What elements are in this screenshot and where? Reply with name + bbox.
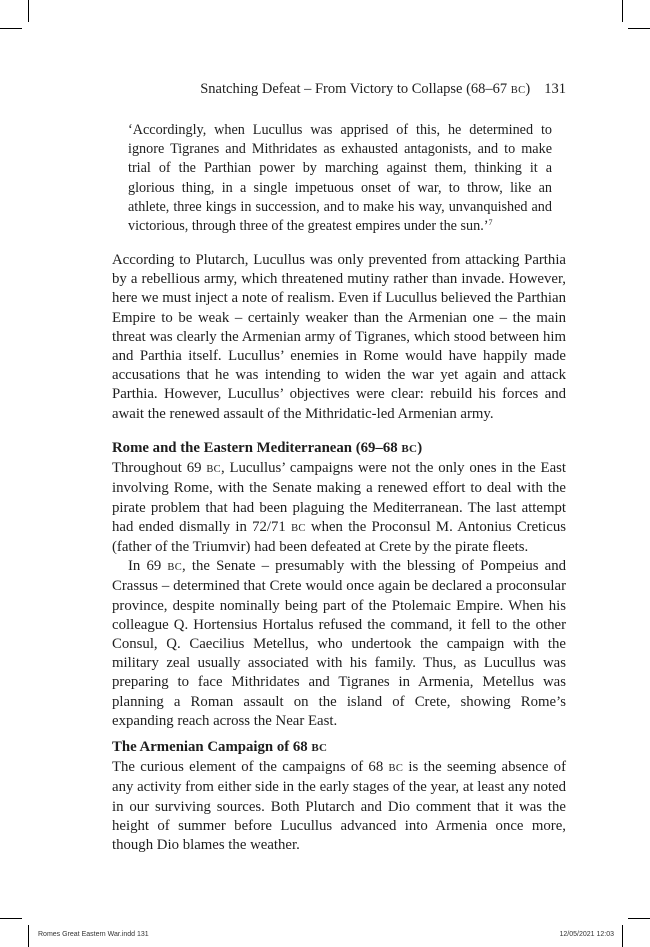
section-paragraph: The curious element of the campaigns of 68 BC is the seeming absence of any activity from either side in the early stages of the year, at least any noted in our surviving sources. Both Plutarch and Dio comment that it was the height of summer before Lucullus advanced into Armenia once more, though Dio blames the weather. [112,759,567,854]
slug-datetime: 12/05/2021 12:03 [559,931,614,938]
crop-mark-bottom-left-vertical [28,925,29,947]
crop-mark-top-right-vertical [622,0,623,22]
crop-mark-bottom-right-vertical [622,925,623,947]
slug-filename: Romes Great Eastern War.indd 131 [38,931,149,938]
section-heading: The Armenian Campaign of 68 BC [112,739,328,755]
crop-mark-bottom-right-horizontal [628,918,650,919]
running-head [112,80,566,100]
running-head-title: Snatching Defeat – From Victory to Collapse (68–67 BC) [200,81,531,97]
crop-mark-top-left-horizontal [0,28,22,29]
body-paragraph-plutarch: According to Plutarch, Lucullus was only prevented from attacking Parthia by a rebellious army, which threatened mutiny rather than invade. However, here we must inject a note of realism. Even if Lucullus believed the Parthian Empire to be weak – certainly weaker than the Armenian one – the main threat was clearly the Armenian army of Tigranes, which stood between him and Parthia itself. Lucullus’ enemies in Rome would have happily made accusations that he was intending to widen the war yet again and attack Parthia. However, Lucullus’ objectives were clear: rebuild his forces and await the renewed assault of the Mithridatic-led Armenian army. [112,252,566,422]
block-quote [128,121,552,236]
footnote-ref: 7 [488,218,493,228]
section-heading: Rome and the Eastern Mediterranean (69–68 BC) [112,440,423,456]
section-paragraph: Throughout 69 BC, Lucullus’ campaigns were not the only ones in the East involving Rome, with the Senate making a renewed effort to deal with the pirate problem that had been plaguing the Mediterranean. The last attempt had ended dismally in 72/71 BC when the Proconsul M. Antonius Creticus (father of the Triumvir) had been defeated at Crete by the pirate fleets. [112,460,567,556]
crop-mark-top-left-vertical [28,0,29,22]
page-number: 131 [544,81,566,97]
section-rome-eastern-mediterranean [112,439,566,731]
crop-mark-top-right-horizontal [628,28,650,29]
crop-mark-bottom-left-horizontal [0,918,22,919]
section-paragraph: In 69 BC, the Senate – presumably with the blessing of Pompeius and Crassus – determined that Crete would once again be declared a proconsular province, despite nominally being part of the Ptolemaic Empire. When his colleague Q. Hortensius Hortalus refused the command, it fell to the other Consul, Q. Caecilius Metellus, who undertook the campaign with the military zeal usually associated with his family. Thus, as Lucullus was preparing to face Mithridates and Tigranes in Armenia, Metellus was planning a Roman assault on the island of Crete, showing Rome’s expanding reach across the Near East. [112,558,566,729]
section-armenian-campaign [112,738,566,855]
quote-text: ‘Accordingly, when Lucullus was apprised of this, he determined to ignore Tigranes and Mithridates as exhausted antagonists, and to make trial of the Parthian power by marching against them, thinking it a glorious thing, in a single impetuous onset of war, to throw, like an athlete, three kings in succession, and to make his way, unvanquished and victorious, through three of the greatest empires under the sun.’$^7$ [128,122,552,235]
